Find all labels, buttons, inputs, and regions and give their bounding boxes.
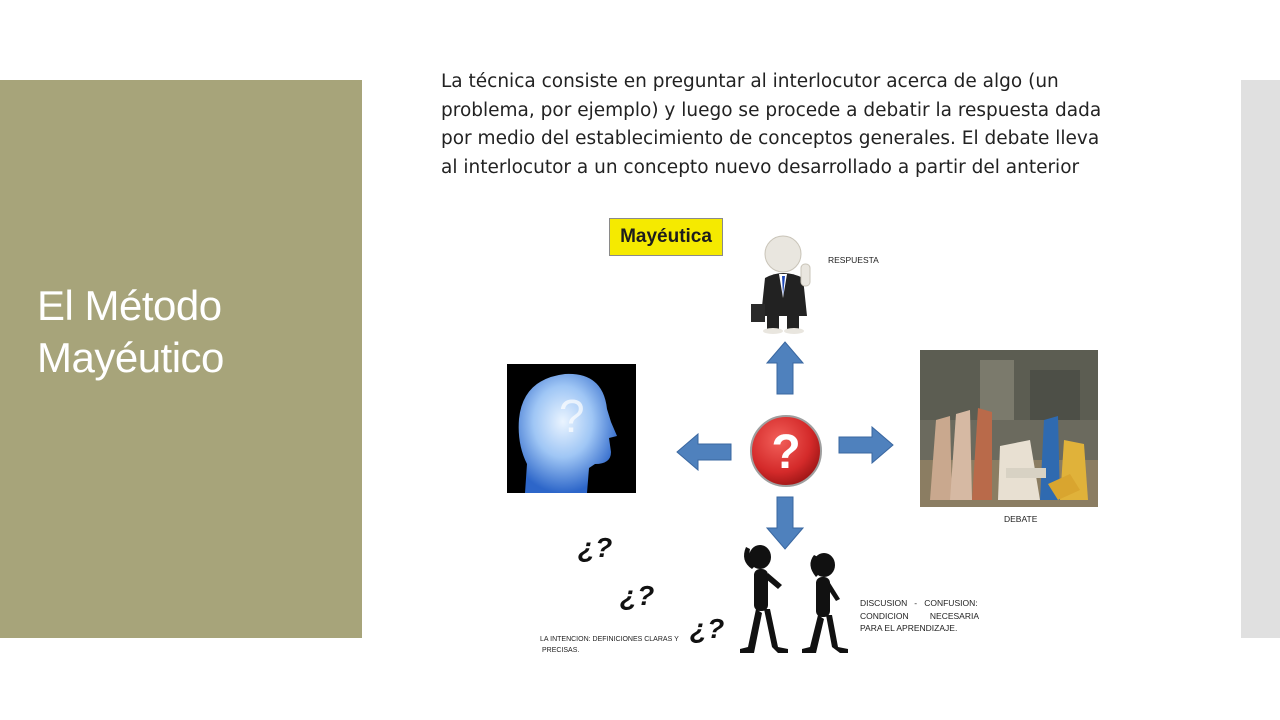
question-marks-2: ¿? [620,580,655,611]
confused-figures-illustration [736,543,850,655]
slide-title-line-2: Mayéutico [37,334,224,381]
discusion-caption [860,597,984,635]
body-line: problema, por ejemplo) y luego se procede a debatir la respuesta dada [441,99,1102,121]
body-line: por medio del establecimiento de conceptos generales. El debate lleva [441,128,1100,149]
question-mark-icon [749,413,823,489]
intencion-line-2: PRECISAS. [542,647,580,654]
question-marks-1: ¿? [578,532,613,563]
body-line: al interlocutor a un concepto nuevo desarrollado a partir del anterior [441,156,1080,178]
thinking-person-illustration [745,228,835,334]
debate-label: DEBATE [1004,514,1038,524]
arrow-left-icon [676,433,732,471]
slide-title-line-1: El Método [37,282,222,329]
svg-text:?: ? [559,390,585,442]
intencion-caption [540,634,679,656]
discusion-line-2: CONDICION NECESARIA [860,610,980,621]
head-silhouette-image [507,364,636,493]
mayeutica-tag: Mayéutica [609,218,723,256]
intencion-line-1: LA INTENCION: DEFINICIONES CLARAS Y [540,636,679,643]
slide-title [37,280,337,384]
question-mark-glyph: ? [771,426,801,479]
arrow-down-icon [766,496,804,550]
right-decor-strip [1241,80,1280,638]
body-line: La técnica consiste en preguntar al interlocutor acerca de algo (un [441,71,1059,92]
arrow-up-icon [766,341,804,395]
body-paragraph [441,68,1161,182]
arrow-right-icon [838,426,894,464]
question-marks-3: ¿? [690,613,725,644]
discusion-line-1: DISCUSION - CONFUSION: [860,598,978,608]
respuesta-label: RESPUESTA [828,255,879,265]
debate-painting-image [920,350,1098,507]
discusion-line-3: PARA EL APRENDIZAJE. [860,623,958,633]
